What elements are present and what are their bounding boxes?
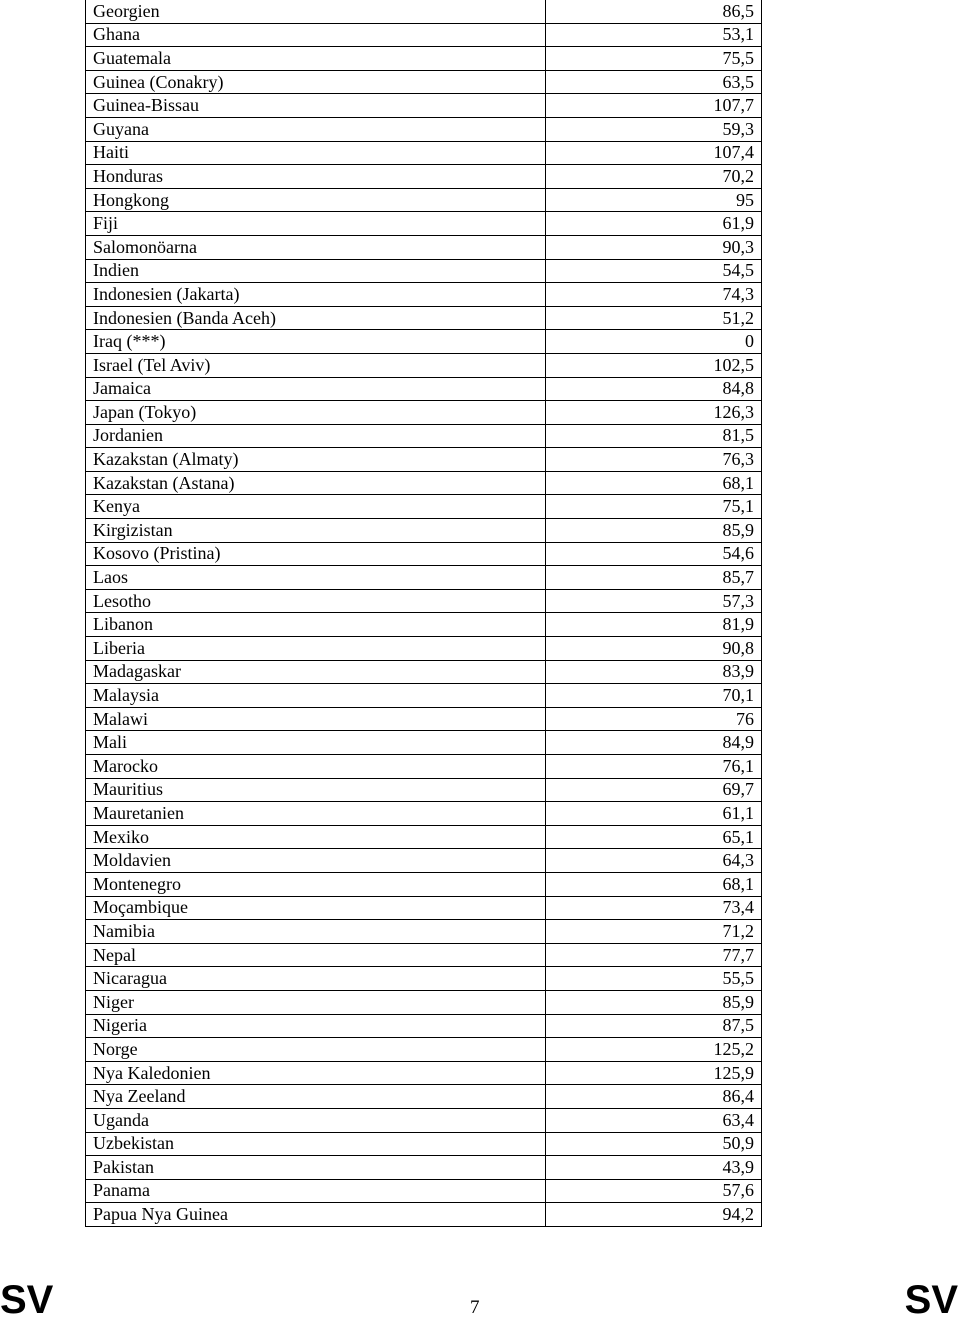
country-cell: Malawi [86, 707, 546, 731]
country-cell: Uzbekistan [86, 1132, 546, 1156]
value-cell: 71,2 [546, 920, 762, 944]
country-cell: Guatemala [86, 47, 546, 71]
table-row [86, 401, 762, 425]
country-cell: Guinea-Bissau [86, 94, 546, 118]
country-cell: Jordanien [86, 424, 546, 448]
value-cell: 84,9 [546, 731, 762, 755]
table-row [86, 755, 762, 779]
country-cell: Japan (Tokyo) [86, 401, 546, 425]
value-cell: 75,1 [546, 495, 762, 519]
country-cell: Honduras [86, 165, 546, 189]
country-cell: Papua Nya Guinea [86, 1203, 546, 1227]
table-row [86, 0, 762, 23]
country-cell: Mali [86, 731, 546, 755]
value-cell: 61,9 [546, 212, 762, 236]
value-cell: 65,1 [546, 825, 762, 849]
table-row [86, 637, 762, 661]
country-cell: Malaysia [86, 684, 546, 708]
country-cell: Georgien [86, 0, 546, 23]
table-row [86, 165, 762, 189]
value-cell: 53,1 [546, 23, 762, 47]
country-cell: Madagaskar [86, 660, 546, 684]
country-cell: Liberia [86, 637, 546, 661]
table-row [86, 495, 762, 519]
country-cell: Kazakstan (Almaty) [86, 448, 546, 472]
value-cell: 76 [546, 707, 762, 731]
table-row [86, 471, 762, 495]
country-cell: Kenya [86, 495, 546, 519]
table-row [86, 967, 762, 991]
value-cell: 86,5 [546, 0, 762, 23]
country-cell: Ghana [86, 23, 546, 47]
value-cell: 64,3 [546, 849, 762, 873]
value-cell: 81,5 [546, 424, 762, 448]
country-cell: Haiti [86, 141, 546, 165]
value-cell: 125,2 [546, 1038, 762, 1062]
value-cell: 54,6 [546, 542, 762, 566]
table-row [86, 519, 762, 543]
value-cell: 76,3 [546, 448, 762, 472]
value-cell: 61,1 [546, 802, 762, 826]
value-cell: 77,7 [546, 943, 762, 967]
value-cell: 70,1 [546, 684, 762, 708]
table-row [86, 613, 762, 637]
country-cell: Fiji [86, 212, 546, 236]
country-cell: Israel (Tel Aviv) [86, 353, 546, 377]
value-cell: 51,2 [546, 306, 762, 330]
country-cell: Nepal [86, 943, 546, 967]
footer-language-code-right: SV [904, 1278, 958, 1322]
value-cell: 75,5 [546, 47, 762, 71]
table-row [86, 849, 762, 873]
table-row [86, 47, 762, 71]
country-cell: Indonesien (Banda Aceh) [86, 306, 546, 330]
value-cell: 85,9 [546, 990, 762, 1014]
table-row [86, 1203, 762, 1227]
country-cell: Iraq (***) [86, 330, 546, 354]
value-cell: 107,4 [546, 141, 762, 165]
country-cell: Uganda [86, 1108, 546, 1132]
country-cell: Nya Zeeland [86, 1085, 546, 1109]
value-cell: 83,9 [546, 660, 762, 684]
value-cell: 74,3 [546, 283, 762, 307]
table-row [86, 188, 762, 212]
table-row [86, 1132, 762, 1156]
table-row [86, 212, 762, 236]
value-cell: 57,6 [546, 1179, 762, 1203]
table-row [86, 306, 762, 330]
country-cell: Pakistan [86, 1156, 546, 1180]
table-row [86, 990, 762, 1014]
value-cell: 54,5 [546, 259, 762, 283]
table-row [86, 94, 762, 118]
table-row [86, 424, 762, 448]
value-cell: 70,2 [546, 165, 762, 189]
table-row [86, 943, 762, 967]
table-row [86, 1108, 762, 1132]
value-cell: 85,9 [546, 519, 762, 543]
value-cell: 50,9 [546, 1132, 762, 1156]
value-cell: 126,3 [546, 401, 762, 425]
value-cell: 125,9 [546, 1061, 762, 1085]
country-cell: Nicaragua [86, 967, 546, 991]
value-cell: 43,9 [546, 1156, 762, 1180]
table-row [86, 1038, 762, 1062]
country-cell: Guyana [86, 117, 546, 141]
table-row [86, 1061, 762, 1085]
country-cell: Nya Kaledonien [86, 1061, 546, 1085]
country-cell: Moçambique [86, 896, 546, 920]
table-row [86, 70, 762, 94]
country-cell: Salomonöarna [86, 235, 546, 259]
value-cell: 102,5 [546, 353, 762, 377]
country-cell: Indien [86, 259, 546, 283]
table-row [86, 330, 762, 354]
value-cell: 63,4 [546, 1108, 762, 1132]
table-row [86, 566, 762, 590]
country-cell: Nigeria [86, 1014, 546, 1038]
value-cell: 69,7 [546, 778, 762, 802]
value-cell: 63,5 [546, 70, 762, 94]
table-row [86, 23, 762, 47]
country-cell: Mexiko [86, 825, 546, 849]
table-row [86, 1179, 762, 1203]
country-cell: Kirgizistan [86, 519, 546, 543]
table-row [86, 707, 762, 731]
country-cell: Mauritius [86, 778, 546, 802]
country-cell: Libanon [86, 613, 546, 637]
value-cell: 94,2 [546, 1203, 762, 1227]
table-row [86, 377, 762, 401]
table-row [86, 1156, 762, 1180]
country-cell: Kosovo (Pristina) [86, 542, 546, 566]
country-cell: Laos [86, 566, 546, 590]
value-cell: 90,3 [546, 235, 762, 259]
country-cell: Namibia [86, 920, 546, 944]
country-cell: Lesotho [86, 589, 546, 613]
table-row [86, 235, 762, 259]
value-cell: 81,9 [546, 613, 762, 637]
footer-language-code-left: SV [0, 1278, 54, 1322]
table-row [86, 117, 762, 141]
country-cell: Montenegro [86, 872, 546, 896]
table-row [86, 802, 762, 826]
table-row [86, 684, 762, 708]
country-cell: Norge [86, 1038, 546, 1062]
country-cell: Panama [86, 1179, 546, 1203]
table-row [86, 542, 762, 566]
value-cell: 57,3 [546, 589, 762, 613]
value-cell: 90,8 [546, 637, 762, 661]
table-row [86, 896, 762, 920]
table-row [86, 660, 762, 684]
country-cell: Indonesien (Jakarta) [86, 283, 546, 307]
table-row [86, 825, 762, 849]
country-cell: Hongkong [86, 188, 546, 212]
table-row [86, 731, 762, 755]
value-cell: 84,8 [546, 377, 762, 401]
table-row [86, 872, 762, 896]
country-cell: Mauretanien [86, 802, 546, 826]
country-cell: Niger [86, 990, 546, 1014]
table-row [86, 778, 762, 802]
value-cell: 87,5 [546, 1014, 762, 1038]
table-row [86, 589, 762, 613]
table-row [86, 141, 762, 165]
value-cell: 95 [546, 188, 762, 212]
value-cell: 76,1 [546, 755, 762, 779]
value-cell: 107,7 [546, 94, 762, 118]
value-cell: 59,3 [546, 117, 762, 141]
value-cell: 85,7 [546, 566, 762, 590]
value-cell: 68,1 [546, 471, 762, 495]
country-cell: Marocko [86, 755, 546, 779]
table-body [86, 0, 762, 1226]
value-cell: 0 [546, 330, 762, 354]
page-number: 7 [470, 1297, 480, 1318]
value-cell: 55,5 [546, 967, 762, 991]
table-row [86, 259, 762, 283]
table-row [86, 448, 762, 472]
value-cell: 73,4 [546, 896, 762, 920]
country-cell: Moldavien [86, 849, 546, 873]
country-cell: Guinea (Conakry) [86, 70, 546, 94]
value-cell: 68,1 [546, 872, 762, 896]
country-rate-table [85, 0, 762, 1227]
country-cell: Kazakstan (Astana) [86, 471, 546, 495]
table-row [86, 283, 762, 307]
table-row [86, 1085, 762, 1109]
table-row [86, 920, 762, 944]
table-row [86, 1014, 762, 1038]
country-cell: Jamaica [86, 377, 546, 401]
table-row [86, 353, 762, 377]
value-cell: 86,4 [546, 1085, 762, 1109]
